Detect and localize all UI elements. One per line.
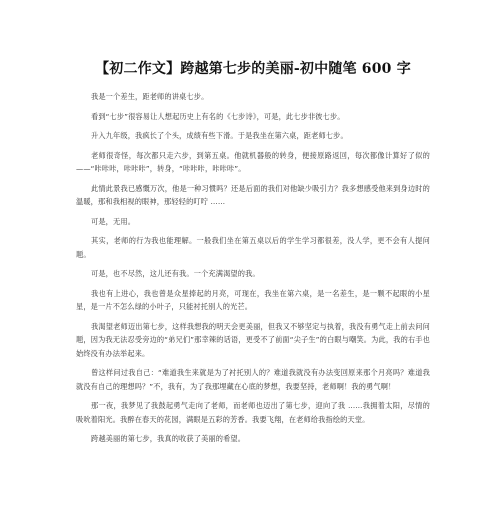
- document-title: 【初二作文】跨越第七步的美丽-初中随笔 600 字: [95, 61, 411, 77]
- paragraph: 其实，老师的行为我也能理解。一般我们坐在第五桌以后的学生学习都很差，没人学，更不会有人提问题。: [76, 236, 430, 259]
- paragraph: 那一夜，我梦见了我鼓起勇气走向了老师，而老师也迈出了第七步，迎向了我 ……我拥着太阳，尽情的吸吮着阳光。我醉在春天的花园，满眼是五彩的芳香。我要飞翔，在老师给我指绘的天堂。: [76, 401, 430, 424]
- paragraph: 此情此景我已感慨万次，他是一种习惯吗？还是后面的我们对他缺少吸引力？我多想感受他来到身边时的温暖，那和我相视的眼神，那轻轻的叮咛 ……: [76, 183, 430, 206]
- paragraph: 可是，无用。: [91, 216, 136, 226]
- paragraph: 我也有上进心，我也曾是众星捧起的月亮，可现在，我坐在第六桌，是一名差生，是一颗不起眼的小星星，是一片不怎么绿的小叶子，只能衬托别人的光芒。: [76, 288, 430, 311]
- paragraph: 曾这样问过我自己：“难道我生来就是为了衬托别人的？难道我就没有办法变回原来那个月亮吗？难道我就没有自己的理想吗？”不，我有，为了我那埋藏在心底的梦想，我要坚持，老师啊！我的勇气啊！: [76, 368, 430, 391]
- paragraph: 升入九年级，我疯长了个头，成绩有些下滑。于是我坐在第六桌，距老师七步。: [91, 131, 348, 140]
- paragraph: 看到“七步”很容易让人想起历史上有名的《七步诗》，可是，此七步非彼七步。: [91, 111, 345, 121]
- paragraph: 我是一个差生，距老师的讲桌七步。: [91, 92, 209, 101]
- paragraph: 可是，也不尽然，这儿还有我。一个充满渴望的我。: [91, 269, 260, 278]
- paragraph: 跨越美丽的第七步，我真的收获了美丽的希望。: [91, 434, 246, 443]
- paragraph: 老师很奇怪，每次都只走六步，到第五桌。他就机器般的转身，便接原路返回，每次都像计算好了似的——“咔咔咔，咔咔咔”，转身，“咔咔咔，咔咔咔”。: [76, 150, 430, 173]
- paragraph: 我渴望老师迈出第七步，这样我想我的明天会更美丽，但我又不够坚定与执着，我没有勇气走上前去问问题，因为我无法忍受旁边的“弟兄们”那幸辣的话语，更受不了前面“尖子生”的白眼与嘲笑。为此，我的右手也始终没有办法举起来。: [76, 321, 430, 358]
